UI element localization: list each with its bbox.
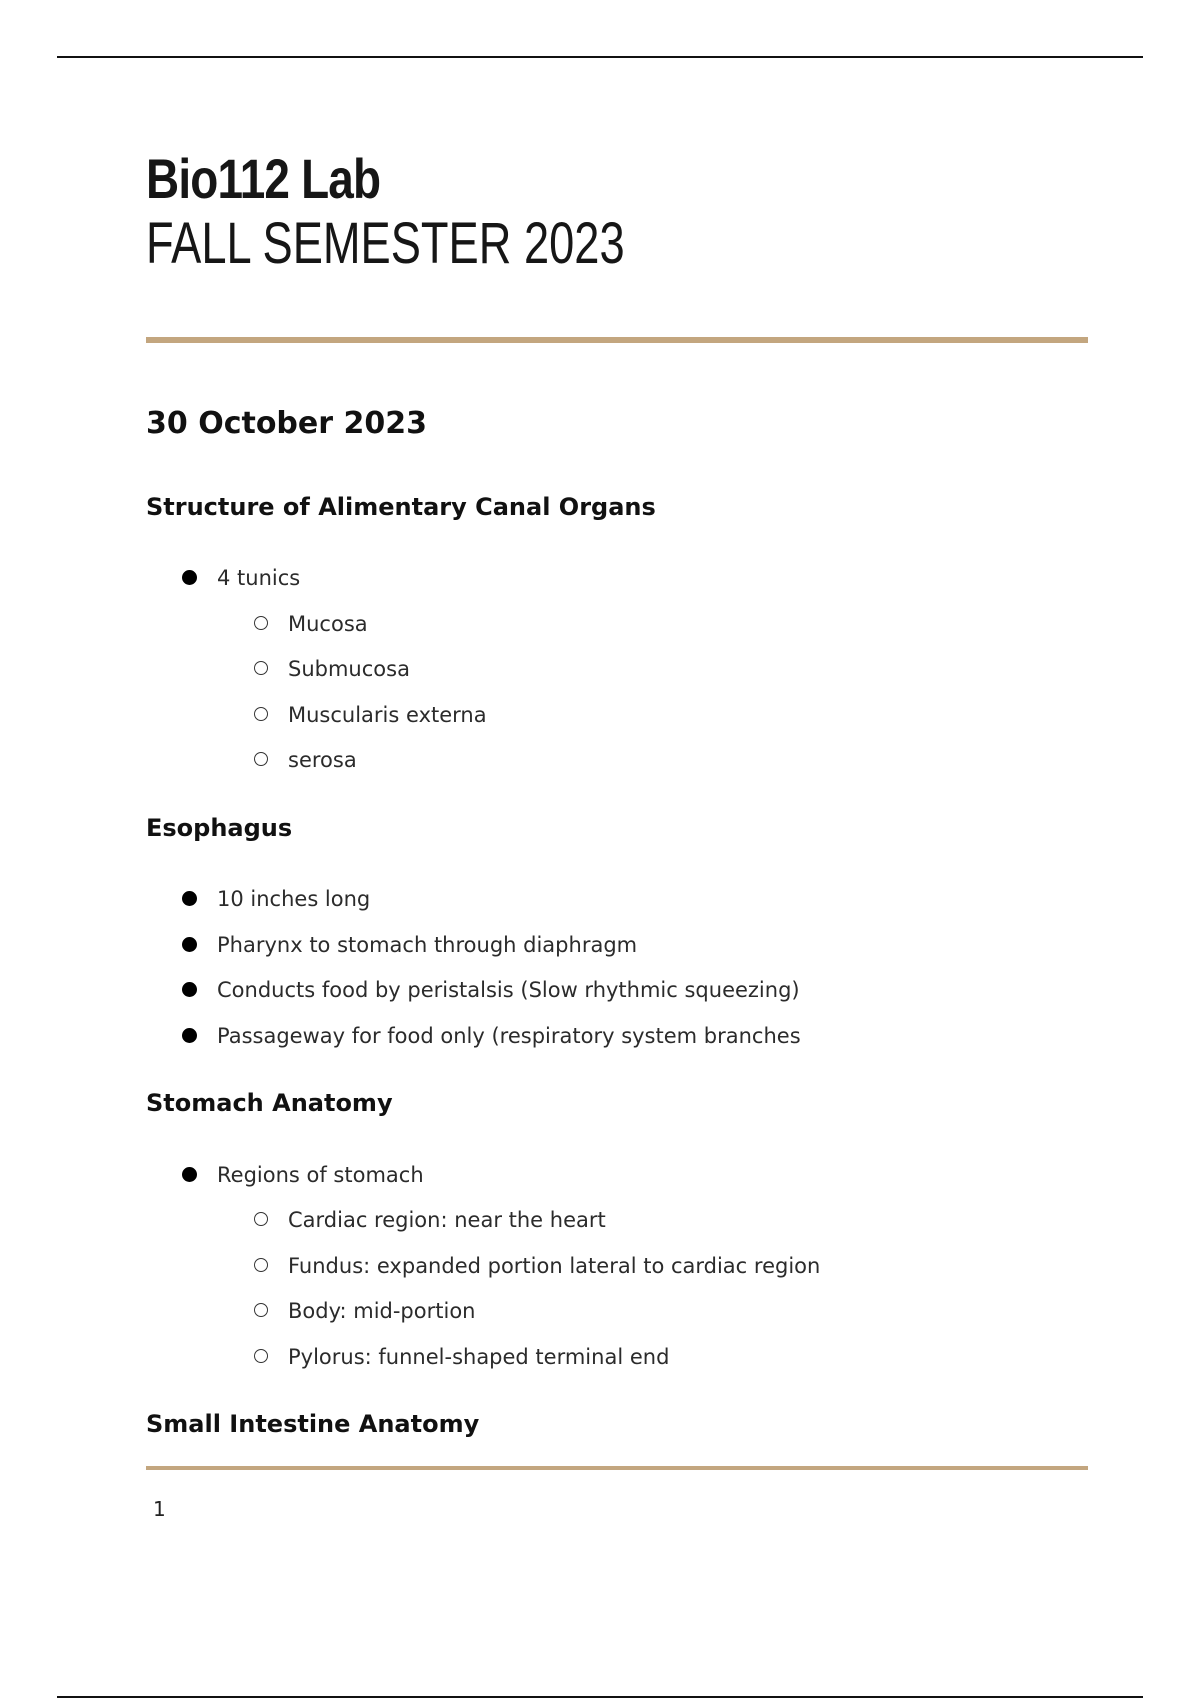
bullet-disc-icon <box>182 1028 197 1043</box>
list-subitem <box>254 1296 475 1326</box>
date-heading: 30 October 2023 <box>146 406 427 441</box>
list-subitem <box>254 1205 606 1235</box>
list-subitem <box>254 1342 669 1372</box>
list-item <box>182 563 300 593</box>
title-block <box>146 148 760 278</box>
bullet-circle-icon <box>254 707 268 721</box>
list-subitem-text: Muscularis externa <box>288 703 487 727</box>
page-bottom-rule <box>57 1696 1143 1698</box>
section-heading-small-intestine: Small Intestine Anatomy <box>146 1410 480 1438</box>
bullet-circle-icon <box>254 1258 268 1272</box>
page-number: 1 <box>153 1497 166 1521</box>
footer-divider <box>146 1466 1088 1470</box>
list-subitem <box>254 745 357 775</box>
list-subitem <box>254 609 368 639</box>
list-subitem-text: serosa <box>288 748 357 772</box>
list-subitem <box>254 654 410 684</box>
list-subitem-text: Submucosa <box>288 657 410 681</box>
list-item <box>182 1021 801 1051</box>
list-item-text: Conducts food by peristalsis (Slow rhythmic squeezing) <box>217 978 800 1002</box>
bullet-circle-icon <box>254 1349 268 1363</box>
list-item-text: Passageway for food only (respiratory system branches <box>217 1024 801 1048</box>
document-title: Bio112 Lab <box>146 147 381 210</box>
list-item-text: 4 tunics <box>217 566 301 590</box>
list-subitem <box>254 1251 820 1281</box>
section-heading-stomach-anatomy: Stomach Anatomy <box>146 1089 393 1117</box>
document-subtitle: FALL SEMESTER 2023 <box>146 211 625 276</box>
section-heading-alimentary-canal: Structure of Alimentary Canal Organs <box>146 493 656 521</box>
list-subitem-text: Mucosa <box>288 612 368 636</box>
page-top-rule <box>57 56 1143 58</box>
list-subitem-text: Pylorus: funnel-shaped terminal end <box>288 1345 670 1369</box>
header-divider <box>146 337 1088 343</box>
bullet-circle-icon <box>254 1212 268 1226</box>
list-item <box>182 930 637 960</box>
bullet-circle-icon <box>254 752 268 766</box>
bullet-disc-icon <box>182 570 197 585</box>
bullet-disc-icon <box>182 937 197 952</box>
list-item-text: Pharynx to stomach through diaphragm <box>217 933 638 957</box>
list-subitem-text: Body: mid-portion <box>288 1299 476 1323</box>
list-item <box>182 884 370 914</box>
bullet-circle-icon <box>254 616 268 630</box>
bullet-disc-icon <box>182 891 197 906</box>
list-item <box>182 975 800 1005</box>
list-item-text: Regions of stomach <box>217 1163 424 1187</box>
bullet-circle-icon <box>254 661 268 675</box>
section-heading-esophagus: Esophagus <box>146 814 293 842</box>
bullet-disc-icon <box>182 1167 197 1182</box>
bullet-circle-icon <box>254 1303 268 1317</box>
list-item <box>182 1160 424 1190</box>
list-subitem-text: Fundus: expanded portion lateral to cardiac region <box>288 1254 821 1278</box>
bullet-disc-icon <box>182 982 197 997</box>
list-subitem <box>254 700 487 730</box>
list-subitem-text: Cardiac region: near the heart <box>288 1208 606 1232</box>
list-item-text: 10 inches long <box>217 887 371 911</box>
